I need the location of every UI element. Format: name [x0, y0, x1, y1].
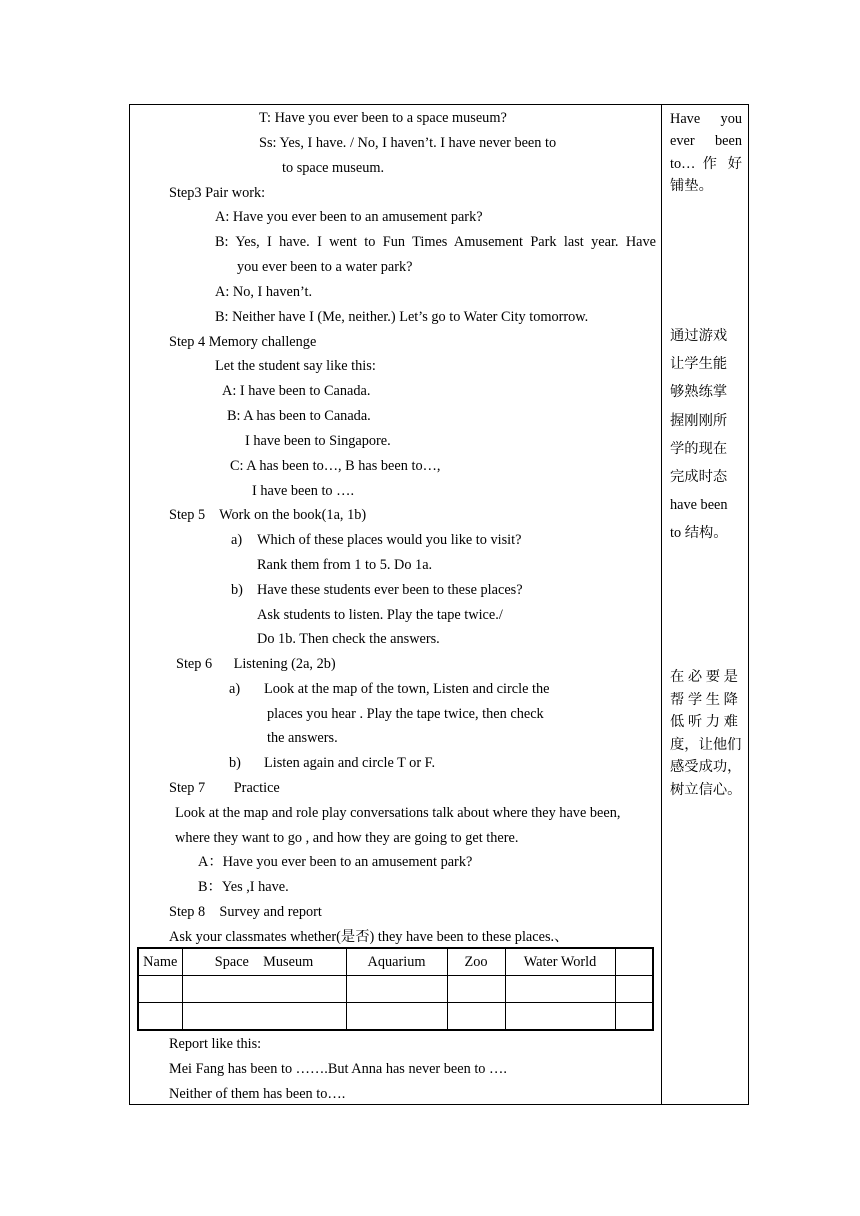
step6-b-line1: Listen again and circle T or F.: [264, 755, 436, 771]
step7-a: A：Have you ever been to an amusement park?: [198, 854, 473, 870]
table-cell[interactable]: [138, 1003, 182, 1031]
note3-line: 在 必 要 是: [670, 669, 738, 685]
report-line2: Neither of them has been to….: [169, 1086, 346, 1102]
step4-b1: B: A has been to Canada.: [227, 408, 371, 424]
step4-a: A: I have been to Canada.: [222, 383, 371, 399]
teacher-question: T: Have you ever been to a space museum?: [259, 110, 507, 126]
note2-line: 握刚刚所: [670, 412, 728, 429]
step4-b2: I have been to Singapore.: [245, 433, 391, 449]
survey-table: [137, 947, 654, 1031]
teaching-note-3: [670, 666, 742, 801]
step5-b-line2: Ask students to listen. Play the tape twice./: [257, 607, 503, 623]
column-divider: [661, 104, 662, 1105]
step5-a-line2: Rank them from 1 to 5. Do 1a.: [257, 557, 433, 573]
table-cell[interactable]: [505, 976, 615, 1003]
table-cell[interactable]: [138, 976, 182, 1003]
table-row: [138, 976, 653, 1003]
teaching-note-1: [670, 108, 742, 197]
table-cell[interactable]: [346, 976, 447, 1003]
report-heading: Report like this:: [169, 1036, 262, 1052]
note3-line: 帮 学 生 降: [670, 691, 738, 708]
note2-line: have been: [670, 497, 728, 514]
step4-c2: I have been to ….: [252, 483, 355, 499]
step3-a2: A: No, I haven’t.: [215, 284, 313, 300]
col-aquarium: Aquarium: [346, 948, 447, 976]
step6-a-line3: the answers.: [267, 730, 338, 746]
step8-heading: Step 8 Survey and report: [169, 904, 322, 920]
step3-b1-line2: you ever been to a water park?: [237, 259, 413, 275]
step5-a-line1: Which of these places would you like to visit?: [257, 532, 522, 548]
step6-a-line1: Look at the map of the town, Listen and circle the: [264, 681, 550, 697]
teaching-note-2: [670, 322, 750, 548]
step3-a1: A: Have you ever been to an amusement park?: [215, 209, 483, 225]
student-answer-line1: Ss: Yes, I have. / No, I haven’t. I have never been to: [259, 135, 557, 151]
note1-line: Have you: [670, 111, 742, 127]
step5-b-marker: b): [231, 582, 243, 598]
table-cell[interactable]: [182, 1003, 346, 1031]
step4-intro: Let the student say like this:: [215, 358, 376, 374]
step3-heading: Step3 Pair work:: [169, 185, 266, 201]
note3-line: 树立信心。: [670, 781, 742, 798]
survey-header-row: [138, 948, 653, 976]
table-cell[interactable]: [182, 976, 346, 1003]
table-cell[interactable]: [447, 976, 505, 1003]
step5-heading: Step 5 Work on the book(1a, 1b): [169, 507, 367, 523]
note1-line: to… 作 好: [670, 155, 742, 172]
step7-line1: Look at the map and role play conversations talk about where they have been,: [175, 805, 621, 821]
col-space-museum: Space Museum: [182, 948, 346, 976]
note3-line: 感受成功，: [670, 759, 742, 775]
note2-line: 够熟练掌: [670, 384, 728, 401]
step3-b1-line1: B: Yes, I have. I went to Fun Times Amusement Park last year. Have: [215, 234, 656, 250]
col-name: Name: [138, 948, 182, 976]
note2-line: 学的现在: [670, 440, 728, 457]
step6-a-marker: a): [229, 681, 241, 697]
step6-heading: Step 6 Listening (2a, 2b): [176, 656, 336, 672]
table-cell[interactable]: [346, 1003, 447, 1031]
table-row: [138, 1003, 653, 1031]
note3-line: 低 听 力 难: [670, 714, 738, 730]
step6-b-marker: b): [229, 755, 241, 771]
col-zoo: Zoo: [447, 948, 505, 976]
step4-heading: Step 4 Memory challenge: [169, 334, 317, 350]
step5-a-marker: a): [231, 532, 243, 548]
step6-a-line2: places you hear . Play the tape twice, then check: [267, 706, 544, 722]
note2-line: 通过游戏: [670, 328, 728, 344]
step5-b-line3: Do 1b. Then check the answers.: [257, 631, 440, 647]
step4-c1: C: A has been to…, B has been to…,: [230, 458, 441, 474]
table-cell[interactable]: [447, 1003, 505, 1031]
note2-line: 完成时态: [670, 469, 728, 486]
note1-line: 铺垫。: [670, 177, 713, 194]
col-blank: [615, 948, 653, 976]
step7-b: B：Yes ,I have.: [198, 879, 289, 895]
note1-line: ever been: [670, 133, 742, 150]
note2-line: 让学生能: [670, 356, 728, 373]
note3-line: 度，让他们: [670, 736, 742, 753]
table-cell[interactable]: [615, 976, 653, 1003]
step7-heading: Step 7 Practice: [169, 780, 280, 796]
table-cell[interactable]: [505, 1003, 615, 1031]
student-answer-line2: to space museum.: [282, 160, 385, 176]
report-line1: Mei Fang has been to …….But Anna has never been to ….: [169, 1061, 507, 1077]
step5-b-line1: Have these students ever been to these places?: [257, 582, 523, 598]
step7-line2: where they want to go , and how they are going to get there.: [175, 830, 519, 846]
table-cell[interactable]: [615, 1003, 653, 1031]
col-water-world: Water World: [505, 948, 615, 976]
step8-intro: Ask your classmates whether(是否) they have been to these places.、: [169, 929, 569, 945]
step3-b2: B: Neither have I (Me, neither.) Let’s go to Water City tomorrow.: [215, 309, 589, 325]
note2-line: to 结构。: [670, 525, 728, 542]
